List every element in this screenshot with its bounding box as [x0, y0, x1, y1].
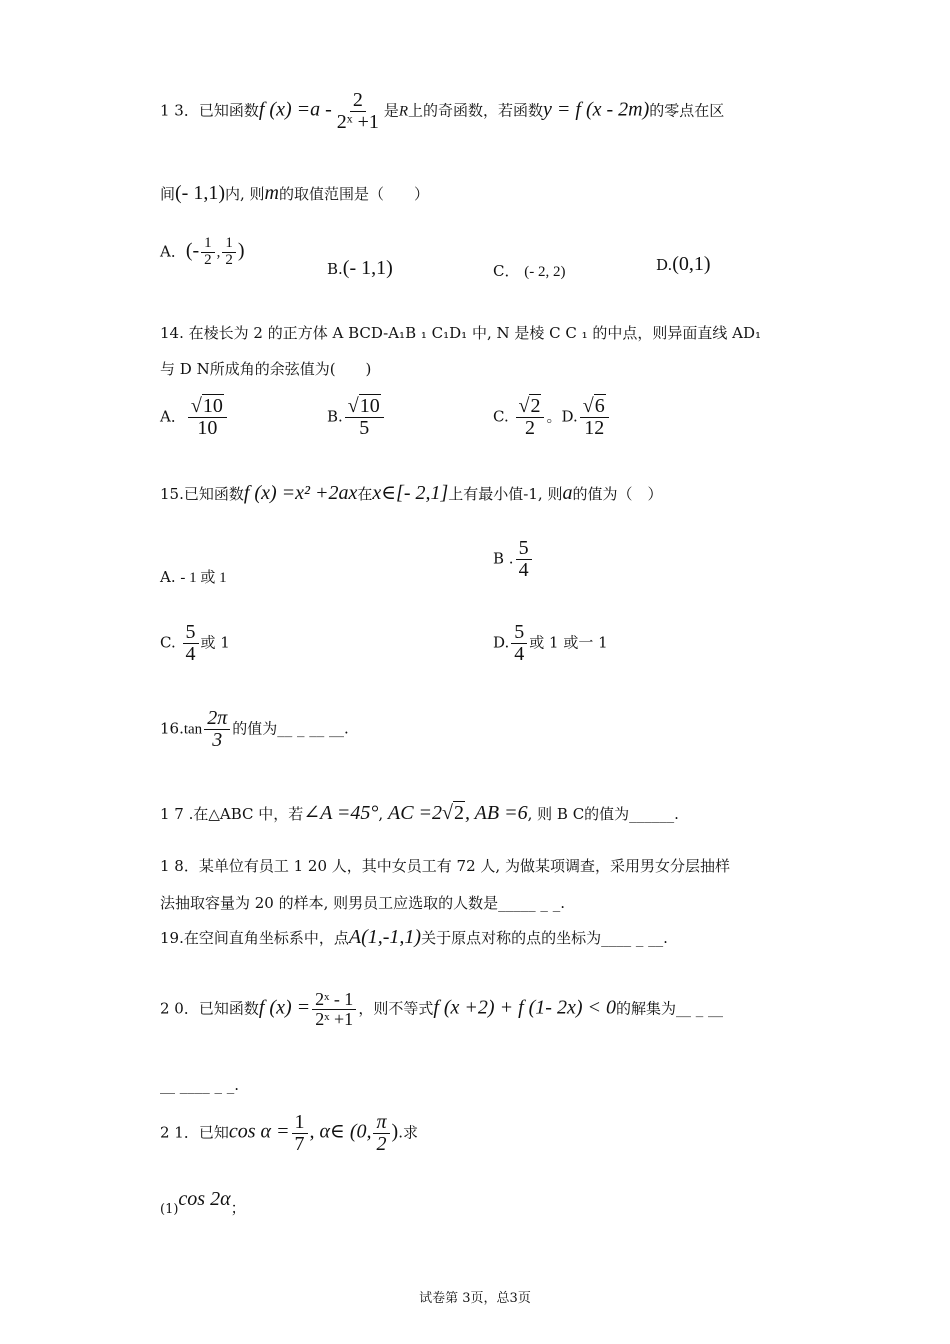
q17-ac: AC =2 [387, 802, 443, 824]
q15-option-c [160, 622, 230, 665]
q21-close: ) [391, 1120, 399, 1143]
q13-option-a [160, 236, 245, 269]
q13-tail: 的零点在区 [649, 101, 725, 120]
q13-func: f (x) =a - [258, 98, 332, 121]
q21-cos: cos α = [228, 1120, 290, 1143]
q15-option-b-num: 5 [516, 538, 532, 560]
q18-line1: 1 8．某单位有员工 1 20 人，其中女员工有 72 人, 为做某项调查，采用男女分层抽样 [160, 857, 730, 875]
q16-frac-den: 3 [212, 729, 223, 751]
q15-tail: 的值为（ ） [572, 485, 663, 503]
q13-option-a-frac1-num: 1 [201, 236, 215, 253]
q21-sub1-tail: ； [230, 1199, 246, 1217]
q13-option-c-value: (- 2, 2) [524, 264, 566, 280]
q20-pre: 2 0．已知函数 [160, 999, 259, 1018]
q13-frac-num: 2 [350, 90, 366, 112]
q14-option-b-label: B. [327, 407, 343, 426]
q13-option-a-close: ) [237, 239, 245, 262]
q13-option-c-label: C． [493, 262, 520, 280]
q15-in: 在 [357, 485, 373, 503]
q13-interval: (- 1,1) [175, 182, 225, 204]
q15-option-d-den: 4 [514, 643, 525, 665]
q13-R: R [398, 103, 409, 120]
q15-func: f (x) =x² +2ax [243, 482, 358, 504]
q13-yfunc: y = f (x - 2m) [543, 98, 650, 121]
q16-number: 16. [160, 719, 184, 738]
q13-option-a-label: A． [160, 242, 186, 261]
q20-frac-den: 2ˣ +1 [315, 1008, 354, 1029]
q18-line2: 法抽取容量为 20 的样本, 则男员工应选取的人数是_____ _ _. [160, 894, 565, 912]
q19-line [160, 926, 668, 949]
q21-subquestion-1 [160, 1188, 246, 1219]
q13-option-c [493, 260, 566, 281]
q15-option-b [493, 538, 534, 581]
q17-sep: , [378, 805, 384, 823]
q20-line1 [160, 990, 723, 1029]
q14-option-cd [493, 396, 611, 439]
q13-option-b-label: B. [327, 260, 343, 278]
q21-sub1-label: (1) [160, 1202, 179, 1217]
q21-mid: , α∈ (0, [309, 1120, 372, 1143]
q20-mid: ，则不等式 [358, 999, 434, 1018]
q17-ab: , AB =6 [465, 802, 528, 824]
q14-option-d-frac: $\frac{√6}{12}$ [580, 396, 609, 439]
q13-option-a-frac2 [222, 236, 236, 269]
q14-option-d-rad: 6 [594, 395, 605, 417]
q13-frac-den: 2ˣ +1 [336, 111, 379, 133]
page-footer: 试卷第 3页，总3页 [419, 1291, 531, 1306]
q15-option-b-label: B . [493, 549, 514, 568]
q13-is: 是 [383, 101, 399, 120]
q13-number: 1 3．已知函数 [160, 101, 259, 120]
q21-frac2-den: 2 [376, 1133, 387, 1155]
q21-sub1-expr: cos 2α [178, 1188, 231, 1210]
q15-pre: 15.已知函数 [160, 485, 244, 503]
q16-tan: tan [183, 721, 203, 738]
q13-option-b [327, 257, 393, 280]
q15-option-a-label: A. [160, 568, 176, 586]
q16-fraction [204, 708, 230, 751]
q14-option-d-den: 12 [584, 417, 605, 439]
q15-a: a [562, 482, 573, 504]
q19-point: A(1,-1,1) [348, 926, 422, 948]
q20-inequality: f (x +2) + f (1- 2x) < 0 [433, 996, 616, 1019]
q13-fraction [334, 90, 382, 133]
q15-option-c-den: 4 [185, 643, 196, 665]
q13-option-a-frac1-den: 2 [204, 251, 212, 268]
q21-frac1-den: 7 [294, 1133, 305, 1155]
q14-option-c-den: 2 [524, 417, 535, 439]
q15-option-a [160, 566, 227, 587]
q14-option-c-label: C. [493, 407, 509, 426]
q17-sqrt: √2 [442, 802, 465, 824]
q15-option-d-tail: 或 1 或一 1 [529, 633, 608, 652]
q20-tail: 的解集为__ _ __ [615, 999, 724, 1018]
q21-pre: 2 1．已知 [160, 1123, 229, 1142]
q20-frac-num: 2ˣ - 1 [312, 990, 356, 1010]
q21-frac1 [292, 1112, 308, 1155]
q13-option-d-label: D. [656, 256, 673, 274]
q14-option-a-label: A． [160, 407, 186, 426]
q14-option-a-frac: $\frac{√10}{10}$ [188, 396, 227, 439]
q15-option-c-label: C. [160, 633, 176, 652]
q13-line1 [160, 90, 724, 133]
q15-option-d-label: D. [493, 633, 510, 652]
q17-tail: , 则 B C的值为______. [527, 805, 679, 823]
q13-m: m [264, 182, 279, 204]
q21-frac2 [373, 1112, 389, 1155]
q15-domain: x∈[- 2,1] [372, 482, 449, 504]
q21-frac1-num: 1 [292, 1112, 308, 1134]
q16-line [160, 708, 349, 751]
q13-line2-pre: 间 [160, 185, 176, 203]
q14-option-separator: 。 [546, 407, 562, 426]
q17-line [160, 800, 679, 825]
q13-line2-tail: 的取值范围是（ ） [279, 185, 430, 203]
q14-option-c-frac: $\frac{√2}{2}$ [516, 396, 545, 439]
q15-option-a-value: - 1 或 1 [180, 570, 227, 586]
q14-option-b-frac: $\frac{√10}{5}$ [345, 396, 384, 439]
q14-option-b-den: 5 [359, 417, 370, 439]
q15-option-d-frac [511, 622, 527, 665]
q21-frac2-num: π [373, 1112, 389, 1134]
q19-tail: 关于原点对称的点的坐标为____ _ __. [421, 929, 668, 947]
q14-option-b [327, 396, 386, 439]
q15-option-d [493, 622, 608, 665]
q19-pre: 19.在空间直角坐标系中，点 [160, 929, 349, 947]
q13-line2 [160, 182, 429, 205]
q13-option-a-open: (- [185, 239, 200, 262]
q17-angle: ∠A =45° [303, 802, 379, 824]
q17-pre: 1 7 .在△ABC 中，若 [160, 805, 304, 823]
q15-option-c-frac [183, 622, 199, 665]
q21-line [160, 1112, 418, 1155]
q13-line2-post: 内, 则 [225, 185, 265, 203]
q13-option-a-frac2-num: 1 [222, 236, 236, 253]
q14-line2: 与 D N所成角的余弦值为( ) [160, 360, 372, 378]
q21-tail: .求 [398, 1123, 418, 1142]
q13-option-d [656, 253, 711, 276]
q15-option-b-frac [516, 538, 532, 581]
q13-option-a-comma: , [216, 244, 221, 261]
q20-func: f (x) = [258, 996, 311, 1019]
q13-option-d-value: (0,1) [672, 253, 711, 275]
q16-frac-num: 2π [204, 708, 230, 730]
q15-option-c-num: 5 [183, 622, 199, 644]
q14-line1: 14. 在棱长为 2 的正方体 A BCD-A₁B ₁ C₁D₁ 中, N 是棱 C C ₁ 的中点，则异面直线 AD₁ [160, 324, 762, 342]
q20-line2: __ ____ _ _. [160, 1076, 240, 1094]
q20-fraction [312, 990, 356, 1029]
q15-line1 [160, 480, 662, 505]
q13-option-b-value: (- 1,1) [342, 257, 393, 279]
q14-option-d-label: D. [561, 407, 578, 426]
q16-tail: 的值为__ _ __ __. [232, 719, 349, 738]
q14-option-a-den: 10 [197, 417, 218, 439]
q13-mid: 上的奇函数，若函数 [408, 101, 544, 120]
q13-option-a-frac2-den: 2 [225, 251, 233, 268]
q14-option-a-rad: 10 [202, 395, 223, 417]
q15-option-c-tail: 或 1 [200, 633, 230, 652]
q14-option-a [160, 396, 229, 439]
q15-option-d-num: 5 [511, 622, 527, 644]
q14-option-b-rad: 10 [359, 395, 380, 417]
q15-option-b-den: 4 [518, 559, 529, 581]
q15-mid: 上有最小值-1, 则 [448, 485, 563, 503]
q17-sqrt-rad: 2 [454, 802, 465, 824]
q14-option-c-rad: 2 [530, 395, 541, 417]
q13-option-a-frac1 [201, 236, 215, 269]
